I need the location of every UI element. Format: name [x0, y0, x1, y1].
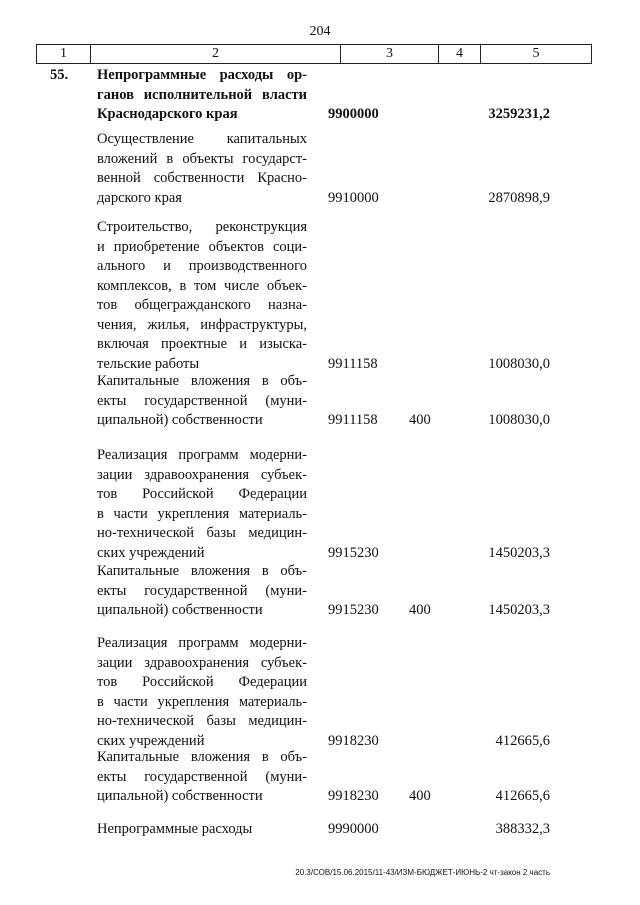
row-code: 9918230 — [328, 732, 379, 749]
description-line: екты государственной (муни- — [97, 392, 307, 409]
row-expense-type: 400 — [409, 602, 431, 618]
column-header-3: 3 — [340, 45, 438, 63]
row-amount: 1008030,0 — [488, 355, 550, 372]
description-line: тов Российской Федерации — [97, 486, 307, 502]
description-line: екты государственной (муни- — [97, 582, 307, 599]
row-code: 9911158 — [328, 412, 378, 428]
row-code: 9911158 — [328, 355, 378, 372]
description-line: Реализация программ модерни- — [97, 635, 307, 651]
description-line: и приобретение объектов соци- — [97, 238, 307, 255]
row-code: 9918230 — [328, 788, 379, 804]
description-line: екты государственной (муни- — [97, 768, 307, 785]
description-line: Реализация программ модерни- — [97, 447, 307, 463]
row-code: 9910000 — [328, 189, 379, 206]
description-line: ских учреждений — [97, 544, 205, 561]
description-line: ципальной) собственности — [97, 788, 263, 804]
description-line: Капитальные вложения в объ- — [97, 749, 307, 765]
description-line: Капитальные вложения в объ- — [97, 373, 307, 389]
description-line: Краснодарского края — [97, 106, 238, 122]
description-line: ципальной) собственности — [97, 412, 263, 428]
row-amount: 1450203,3 — [488, 544, 550, 561]
row-code: 9915230 — [328, 544, 379, 561]
row-amount: 388332,3 — [495, 821, 550, 837]
row-description — [97, 372, 307, 431]
row-amount: 3259231,2 — [488, 106, 550, 122]
description-line: Капитальные вложения в объ- — [97, 563, 307, 579]
row-description — [97, 562, 307, 621]
row-code: 9990000 — [328, 821, 379, 837]
row-description — [97, 66, 307, 125]
description-line: тельские работы — [97, 355, 200, 372]
description-line: вложений в объекты государст- — [97, 150, 307, 167]
row-description — [97, 446, 307, 563]
description-line: в части укрепления материаль- — [97, 693, 307, 710]
row-amount: 2870898,9 — [488, 189, 550, 206]
row-description — [97, 820, 307, 840]
page-number: 204 — [309, 24, 331, 39]
row-amount: 412665,6 — [495, 732, 550, 749]
row-amount: 1450203,3 — [488, 602, 550, 618]
description-line: в части укрепления материаль- — [97, 505, 307, 522]
description-line: но-технической базы медицин- — [97, 525, 307, 541]
description-line: ального и производственного — [97, 258, 307, 274]
description-line: тов общегражданского назна- — [97, 297, 307, 313]
description-line: дарского края — [97, 189, 182, 206]
row-description — [97, 634, 307, 751]
column-header-4: 4 — [438, 45, 480, 63]
row-expense-type: 400 — [409, 788, 431, 804]
description-line: венной собственности Красно- — [97, 170, 307, 186]
description-line: зации здравоохранения субъек- — [97, 466, 307, 483]
description-line: чения, жилья, инфраструктуры, — [97, 316, 307, 333]
row-code: 9915230 — [328, 602, 379, 618]
row-description — [97, 218, 307, 374]
row-code: 9900000 — [328, 106, 379, 122]
description-line: ганов исполнительной власти — [97, 86, 307, 103]
description-line: включая проектные и изыска- — [97, 336, 307, 352]
description-line: комплексов, в том числе объек- — [97, 277, 307, 294]
footer-document-code: 20.3/СОВ/15.06.2015/11-43/ИЗМ-БЮДЖЕТ-ИЮНЬ-2 чт-закон 2 часть — [295, 868, 550, 877]
description-line: зации здравоохранения субъек- — [97, 654, 307, 671]
column-header-1: 1 — [36, 45, 90, 63]
description-line: ских учреждений — [97, 732, 205, 749]
column-header-5: 5 — [480, 45, 592, 63]
column-header-2: 2 — [90, 45, 340, 63]
column-header-row — [36, 44, 592, 64]
row-amount: 1008030,0 — [488, 412, 550, 428]
row-number: 55. — [50, 67, 69, 83]
row-description — [97, 748, 307, 807]
description-line: Непрограммные расходы ор- — [97, 67, 307, 83]
description-line: тов Российской Федерации — [97, 674, 307, 690]
description-line: но-технической базы медицин- — [97, 713, 307, 729]
description-line: Строительство, реконструкция — [97, 219, 307, 235]
row-amount: 412665,6 — [495, 788, 550, 804]
description-line: Непрограммные расходы — [97, 821, 253, 837]
description-line: Осуществление капитальных — [97, 131, 307, 147]
row-expense-type: 400 — [409, 412, 431, 428]
description-line: ципальной) собственности — [97, 602, 263, 618]
row-description — [97, 130, 307, 208]
